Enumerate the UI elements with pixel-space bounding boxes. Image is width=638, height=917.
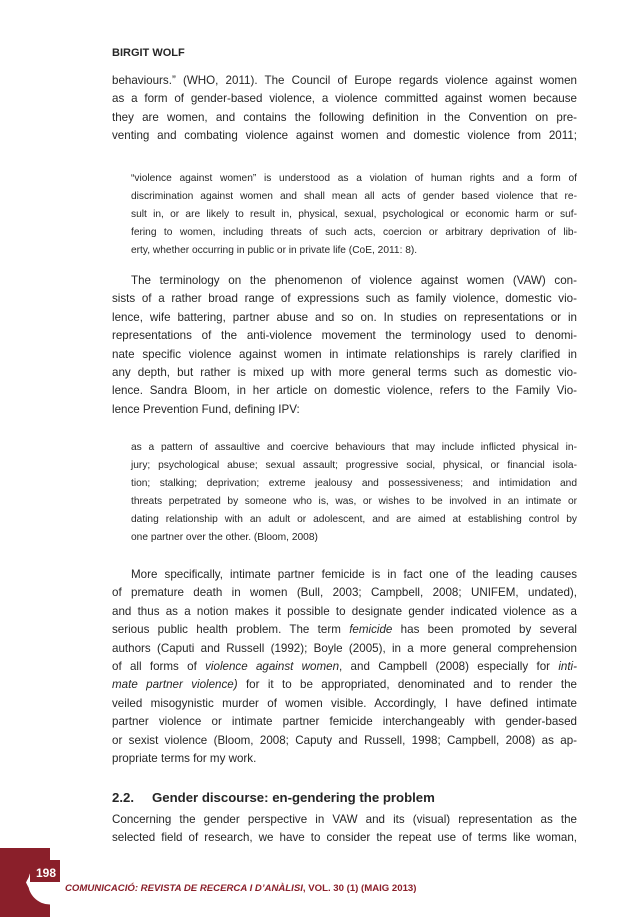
text-line: behaviours.” (WHO, 2011). The Council of Europe regards violence against women xyxy=(112,74,577,87)
text-line xyxy=(112,676,577,694)
text-line: and thus as a notion makes it possible to designate gender indicated violence as a xyxy=(112,604,577,618)
quote-line: as a pattern of assaultive and coercive behaviours that may include inflicted physical in- xyxy=(131,442,577,453)
text-line: lence, wife battering, partner abuse and so on. In studies on representations or in xyxy=(112,310,577,324)
text-line: as a form of gender-based violence, a violence committed against women because xyxy=(112,92,577,106)
paragraph-4 xyxy=(112,811,577,848)
journal-logo-badge xyxy=(0,848,70,917)
text-line: lence. Sandra Bloom, in her article on domestic violence, refers to the Family Vio- xyxy=(112,384,577,398)
quote-line: fering to women, including threats of such acts, coercion or arbitrary deprivation of lib- xyxy=(131,226,577,238)
text-line: of premature death in women (Bull, 2003; Campbell, 2008; UNIFEM, undated), xyxy=(112,586,577,600)
quote-line: one partner over the other. (Bloom, 2008) xyxy=(131,531,318,543)
quote-line: dating relationship with an adult or adolescent, and are aimed at establishing control by xyxy=(131,513,577,525)
quote-line: erty, whether occurring in public or in private life (CoE, 2011: 8). xyxy=(131,244,418,256)
text-line: or sexist violence (Bloom, 2008; Caputy and Russell, 1998; Campbell, 2008) as ap- xyxy=(112,733,577,747)
page-number: 198 xyxy=(36,866,57,880)
block-quote-2 xyxy=(131,439,577,546)
text-line: sists of a rather broad range of expressions such as family violence, domestic vio- xyxy=(112,292,577,306)
text-line: More specifically, intimate partner femicide is in fact one of the leading causes xyxy=(131,568,577,581)
quote-line: jury; psychological abuse; sexual assault; progressive social, physical, or financial isola- xyxy=(131,459,577,471)
text-line: authors (Caputi and Russell (1992); Boyle (2005), in a more general comprehension xyxy=(112,641,577,655)
paragraph-2 xyxy=(112,272,577,419)
running-header-author: BIRGIT WOLF xyxy=(112,47,185,59)
text-line: they are women, and contains the following definition in the Convention on pre- xyxy=(112,110,577,124)
text-line: propriate terms for my work. xyxy=(112,752,257,766)
paragraph-1 xyxy=(112,72,577,146)
text-line: partner violence or intimate partner femicide interchangeably with gender-based xyxy=(112,715,577,729)
text-run: of all forms of xyxy=(112,660,206,674)
emphasis-inti: inti- xyxy=(558,660,577,674)
paragraph-3 xyxy=(112,566,577,768)
section-heading xyxy=(112,790,435,805)
text-run: for it to be appropriated, denominated and to render the xyxy=(237,678,577,692)
emphasis-ipv: mate partner violence) xyxy=(112,678,238,692)
journal-citation xyxy=(65,883,416,894)
text-line: selected field of research, we have to consider the repeat use of terms like woman, xyxy=(112,831,577,845)
journal-volume: , VOL. 30 (1) (MAIG 2013) xyxy=(302,883,417,894)
quote-line: tion; stalking; deprivation; extreme jealousy and possessiveness; and intimidation and xyxy=(131,477,577,489)
block-quote-1 xyxy=(131,170,577,260)
quote-line: “violence against women” is understood as a violation of human rights and a form of xyxy=(131,173,577,184)
text-line xyxy=(112,621,577,639)
section-number: 2.2. xyxy=(112,790,134,805)
text-run: has been promoted by several xyxy=(392,623,577,637)
section-title: Gender discourse: en-gendering the problem xyxy=(152,790,435,805)
text-line: veiled misogynistic murder of women visible. Accordingly, I have defined intimate xyxy=(112,696,577,710)
text-line xyxy=(112,658,577,676)
text-line: lence Prevention Fund, defining IPV: xyxy=(112,402,300,416)
text-run: serious public health problem. The term xyxy=(112,623,350,637)
journal-title: COMUNICACIÓ: REVISTA DE RECERCA I D’ANÀLISI xyxy=(65,883,303,894)
text-line: representations of the anti-violence movement the terminology used to denomi- xyxy=(112,329,577,343)
emphasis-femicide: femicide xyxy=(349,623,393,637)
text-line: The terminology on the phenomenon of violence against women (VAW) con- xyxy=(131,274,577,287)
text-line: Concerning the gender perspective in VAW and its (visual) representation as the xyxy=(112,813,577,826)
quote-line: sult in, or are likely to result in, physical, sexual, psychological or economic harm or suf- xyxy=(131,208,577,220)
quote-line: threats perpetrated by someone who is, was, or wishes to be involved in an intimate or xyxy=(131,495,577,507)
text-line: nate specific violence against women in intimate relationships is rarely clarified in xyxy=(112,347,577,361)
text-line: venting and combating violence against women and domestic violence from 2011; xyxy=(112,129,577,143)
text-run: , and Campbell (2008) especially for xyxy=(339,660,559,674)
quote-line: discrimination against women and shall mean all acts of gender based violence that re- xyxy=(131,190,577,202)
emphasis-vaw: violence against women xyxy=(205,660,340,674)
text-line: any depth, but rather is mixed up with more general terms such as domestic vio- xyxy=(112,366,577,380)
